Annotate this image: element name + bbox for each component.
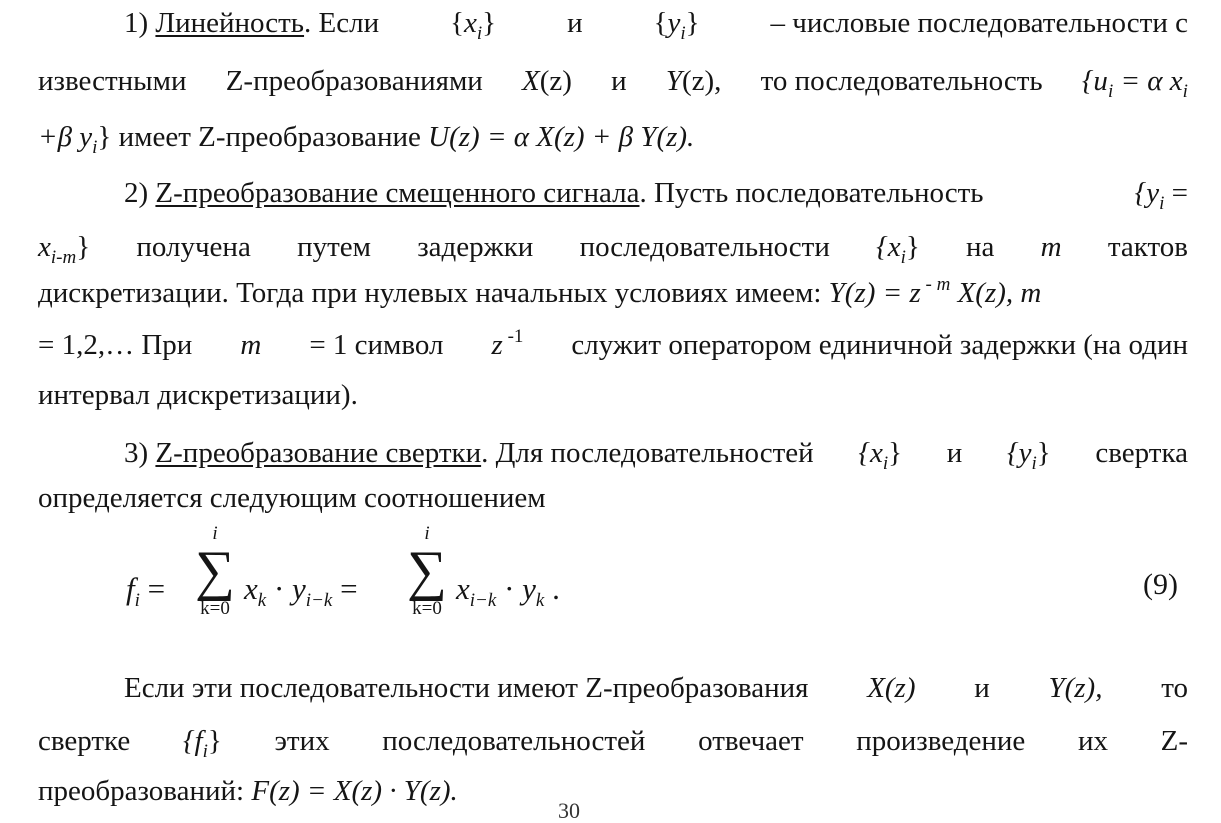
p2-line-4: = 1,2,… При m = 1 символ z $^{-1}$ служит оператором единичной задержки (на один (38, 326, 1188, 365)
p4-line-3: преобразований: F(z) = X(z) · Y(z). (38, 775, 458, 807)
p1-z-transform-word: Z-преобразованиями (225, 65, 483, 97)
p1-line-1 (38, 4, 1188, 43)
formula-term-1: $x_k \cdot y_{i-k}$ = (244, 571, 358, 611)
p1-Yz: Y(z), (665, 65, 722, 97)
p4-product-formula: F(z) = X(z) · Y(z). (251, 775, 458, 807)
p2-line-1: 2) Z-преобразование смещенного сигнала. Пусть последовательность {$y_i$ = (38, 174, 1188, 213)
p1-line-3 (38, 118, 1188, 157)
p1-U-formula: U(z) = α X(z) + β Y(z). (428, 121, 695, 153)
p1-dash-text: – числовые последовательности с (770, 7, 1188, 39)
p1-yi: $\{y_i\}$ (653, 7, 700, 44)
p2-yi: {$y_i$ = (1134, 177, 1188, 214)
p2-title: Z-преобразование смещенного сигнала (155, 177, 640, 209)
p1-line-2: известными Z-преобразованиями X(z) и Y(z), то последовательность {$u_i = \alpha$ $x_i$ (38, 62, 1188, 101)
p1-title: Линейность (155, 7, 305, 39)
p1-and: и (567, 7, 583, 39)
p4-line-2: свертке $\{f_i\}$ этих последовательностей отвечает произведение их Z- (38, 722, 1188, 761)
sum-symbol-1: i ∑ k=0 (195, 523, 235, 619)
equation-number: (9) (1143, 568, 1178, 601)
p3-xi: $\{x_i\}$ (858, 437, 903, 474)
p4-fi: $\{f_i\}$ (182, 725, 222, 762)
p4-Xz: X(z) (867, 672, 916, 704)
p1-ui-def: {$u_i = \alpha$ $x_i$ (1081, 65, 1188, 102)
p4-Yz: Y(z), (1048, 672, 1103, 704)
p2-xi: $\{x_i\}$ (876, 231, 920, 268)
p2-x-im: $x_{i-m}$} (38, 231, 91, 268)
p3-yi: $\{y_i\}$ (1007, 437, 1051, 474)
p2-line-5: интервал дискретизации). (38, 379, 358, 411)
sum-symbol-2: i ∑ k=0 (407, 523, 447, 619)
convolution-formula (38, 525, 1188, 635)
p1-Xz: X(z) (522, 65, 572, 97)
p3-title: Z-преобразование свертки (155, 437, 482, 469)
p1-number: 1) (124, 7, 156, 39)
p1-beta-yi: +β $y_i$} имеет Z-преобразование U(z) = α X(z) + β Y(z). (38, 121, 695, 158)
formula-term-2: $x_{i-k} \cdot y_k$ . (456, 571, 560, 611)
p2-line-3: дискретизации. Тогда при нулевых начальных условиях имеем: Y(z) = z $^{- m}$ X(z), m (38, 274, 1042, 309)
p3-line-1: 3) Z-преобразование свертки. Для последовательностей $\{x_i\}$ и $\{y_i\}$ свертка (38, 434, 1188, 473)
p2-z-inverse: z $^{-1}$ (491, 326, 524, 361)
p1-xi: $\{x_i\}$ (450, 7, 497, 44)
p1-text: . Если (304, 7, 380, 39)
p2-m: m (1040, 231, 1062, 263)
p2-shift-formula: Y(z) = z (828, 277, 921, 309)
formula-lhs: $f_i$ = (126, 571, 166, 611)
p2-line-2: $x_{i-m}$} получена путем задержки последовательности $\{x_i\}$ на m тактов (38, 228, 1188, 267)
page-number: 30 (558, 798, 580, 823)
p3-line-2: определяется следующим соотношением (38, 482, 546, 514)
p4-line-1: Если эти последовательности имеют Z-преобразования X(z) и Y(z), то (38, 669, 1188, 708)
